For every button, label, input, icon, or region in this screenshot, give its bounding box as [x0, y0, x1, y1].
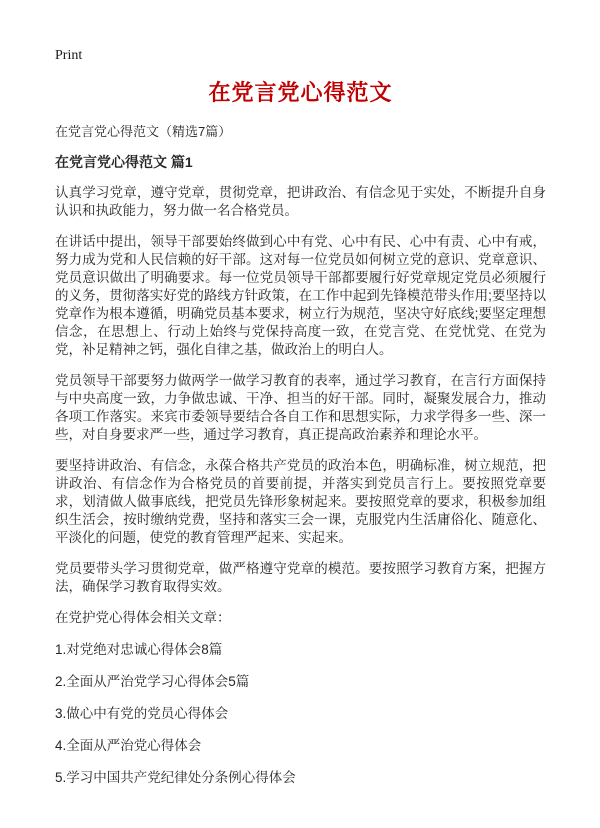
related-article-link[interactable]: 2.全面从严治党学习心得体会5篇 [55, 674, 250, 689]
related-article-link[interactable]: 4.全面从严治党心得体会 [55, 738, 202, 753]
paragraph: 在讲话中提出，领导干部要始终做到心中有党、心中有民、心中有责、心中有戒，努力成为党和人民信赖的好干部。这对每一位党员如何树立党的意识、党章意识、党员意识做出了明确要求。每一位党员领导干部都要履行好党章规定党员必须履行的义务，贯彻落实好党的路线方针政策，在工作中起到先锋模范带头作用;要坚持以党章作为根本遵循，明确党员基本要求，树立行为规范，坚决守好底线;要坚定理想信念，在思想上、行动上始终与党保持高度一致，在党言党、在党忧党、在党为党，补足精神之钙，强化自律之基，做政治上的明白人。 [55, 234, 546, 357]
related-articles-heading: 在党护党心得体会相关文章： [55, 610, 231, 625]
print-button[interactable]: Print [55, 48, 83, 63]
related-article-link[interactable]: 5.学习中国共产党纪律处分条例心得体会 [55, 770, 296, 785]
paragraph: 党员要带头学习贯彻党章，做严格遵守党章的模范。要按照学习教育方案，把握方法，确保学习教育取得实效。 [55, 561, 546, 594]
related-article-link[interactable]: 1.对党绝对忠诚心得体会8篇 [55, 642, 223, 657]
paragraph: 要坚持讲政治、有信念，永葆合格共产党员的政治本色，明确标准，树立规范，把讲政治、有信念作为合格党员的首要前提，并落实到党员言行上。要按照党章要求，划清做人做事底线，把党员先锋形象树起来。要按照党章的要求，积极参加组织生活会，按时缴纳党费，坚持和落实三会一课，克服党内生活庸俗化、随意化、平淡化的问题，使党的教育管理严起来、实起来。 [55, 458, 546, 545]
paragraph: 党员领导干部要努力做两学一做学习教育的表率，通过学习教育，在言行方面保持与中央高度一致，力争做忠诚、干净、担当的好干部。同时，凝聚发展合力，推动各项工作落实。来宾市委领导要结合各自工作和思想实际，力求学得多一些、深一些，对自身要求严一些，通过学习教育，真正提高政治素养和理论水平。 [55, 373, 546, 442]
related-article-link[interactable]: 3.做心中有党的党员心得体会 [55, 706, 229, 721]
subtitle: 在党言党心得范文（精选7篇） [55, 124, 232, 139]
section-heading: 在党言党心得范文 篇1 [55, 154, 193, 170]
paragraph: 认真学习党章，遵守党章，贯彻党章，把讲政治、有信念见于实处，不断提升自身认识和执政能力，努力做一名合格党员。 [55, 185, 546, 218]
page-title: 在党言党心得范文 [208, 80, 393, 105]
